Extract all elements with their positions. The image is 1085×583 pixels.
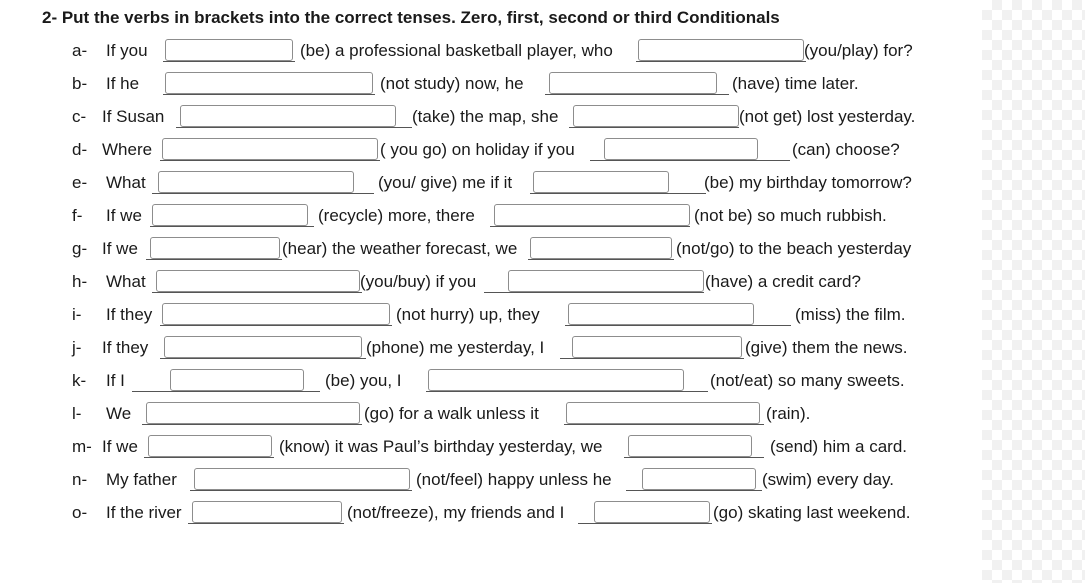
answer-field-1[interactable] [146,402,360,424]
answer-field-1[interactable] [170,369,304,391]
item-letter: h- [72,272,88,291]
sentence-text: If the river [106,503,182,522]
answer-field-1[interactable] [162,303,390,325]
exercise-item [0,435,982,461]
item-letter: f- [72,206,83,225]
exercise-item [0,171,982,197]
item-letter: g- [72,239,88,258]
sentence-text: (not/feel) happy unless he [416,470,612,489]
exercise-item [0,270,982,296]
answer-underline [624,457,764,458]
answer-field-2[interactable] [533,171,669,193]
answer-field-1[interactable] [156,270,360,292]
answer-underline [545,94,729,95]
answer-underline [528,259,674,260]
answer-field-1[interactable] [165,72,373,94]
answer-field-2[interactable] [530,237,672,259]
sentence-text: If we [106,206,142,225]
answer-field-2[interactable] [566,402,760,424]
answer-field-2[interactable] [572,336,742,358]
answer-underline [569,127,739,128]
answer-underline [160,325,392,326]
answer-field-1[interactable] [158,171,354,193]
exercise-item [0,105,982,131]
item-letter: e- [72,173,88,192]
sentence-text: (know) it was Paul’s birthday yesterday, we [279,437,603,456]
sentence-text: (give) them the news. [745,338,908,357]
answer-underline [626,490,762,491]
answer-underline [636,61,806,62]
item-letter: l- [72,404,82,423]
item-letter: i- [72,305,82,324]
answer-field-2[interactable] [428,369,684,391]
item-letter: n- [72,470,88,489]
item-letter: a- [72,41,88,60]
background-pattern [982,0,1085,583]
answer-underline [176,127,412,128]
answer-underline [188,523,344,524]
answer-underline [190,490,412,491]
answer-field-2[interactable] [494,204,690,226]
answer-field-1[interactable] [192,501,342,523]
sentence-text: We [106,404,132,423]
answer-field-1[interactable] [164,336,362,358]
exercise-item [0,369,982,395]
sentence-text: (take) the map, she [412,107,559,126]
sentence-text: (not get) lost yesterday. [739,107,916,126]
sentence-text: (you/play) for? [804,41,913,60]
sentence-text: (not hurry) up, they [396,305,540,324]
item-letter: j- [72,338,82,357]
sentence-text: (not/go) to the beach yesterday [676,239,912,258]
sentence-text: If they [102,338,149,357]
exercise-item [0,138,982,164]
sentence-text: If Susan [102,107,165,126]
sentence-text: My father [106,470,177,489]
answer-underline [144,457,274,458]
answer-underline [530,193,706,194]
sentence-text: Where [102,140,153,159]
answer-field-2[interactable] [594,501,710,523]
exercise-item [0,39,982,65]
exercise-item [0,501,982,527]
answer-field-2[interactable] [568,303,754,325]
sentence-text: (have) a credit card? [705,272,861,291]
exercise-item [0,237,982,263]
answer-underline [160,358,366,359]
sentence-text: (hear) the weather forecast, we [282,239,518,258]
sentence-text: (not be) so much rubbish. [694,206,887,225]
sentence-text: (send) him a card. [770,437,907,456]
sentence-text: If they [106,305,153,324]
item-letter: m- [72,437,92,456]
exercise-title: 2- Put the verbs in brackets into the correct tenses. Zero, first, second or third Conditionals [42,8,780,27]
sentence-text: (recycle) more, there [318,206,475,225]
answer-underline [163,61,295,62]
answer-field-2[interactable] [573,105,739,127]
answer-field-2[interactable] [604,138,758,160]
answer-field-2[interactable] [628,435,752,457]
answer-field-1[interactable] [194,468,410,490]
sentence-text: (not study) now, he [380,74,524,93]
sentence-text: If we [102,239,138,258]
answer-field-1[interactable] [180,105,396,127]
answer-field-1[interactable] [150,237,280,259]
answer-underline [490,226,690,227]
answer-field-1[interactable] [148,435,272,457]
answer-underline [564,424,764,425]
sentence-text: (be) a professional basketball player, who [300,41,613,60]
sentence-text: (rain). [766,404,811,423]
sentence-text: (swim) every day. [762,470,894,489]
item-letter: b- [72,74,88,93]
answer-underline [560,358,744,359]
sentence-text: (you/ give) me if it [378,173,513,192]
answer-underline [484,292,704,293]
sentence-text: What [106,272,146,291]
sentence-text: (be) you, I [325,371,402,390]
sentence-text: If we [102,437,138,456]
sentence-text: (you/buy) if you [360,272,477,291]
sentence-text: (phone) me yesterday, I [366,338,545,357]
exercise-item [0,303,982,329]
sentence-text: (have) time later. [732,74,859,93]
exercise-item [0,468,982,494]
answer-field-1[interactable] [152,204,308,226]
sentence-text: If he [106,74,140,93]
item-letter: o- [72,503,88,522]
answer-underline [150,226,314,227]
answer-underline [578,523,712,524]
answer-underline [426,391,708,392]
item-letter: c- [72,107,87,126]
sentence-text: (miss) the film. [795,305,906,324]
answer-underline [142,424,362,425]
answer-underline [152,193,374,194]
answer-underline [132,391,320,392]
answer-field-1[interactable] [162,138,378,160]
sentence-text: (not/freeze), my friends and I [347,503,565,522]
answer-underline [163,94,375,95]
sentence-text: ( you go) on holiday if you [380,140,575,159]
answer-underline [152,292,362,293]
sentence-text: (not/eat) so many sweets. [710,371,905,390]
answer-underline [590,160,790,161]
sentence-text: If you [106,41,148,60]
answer-underline [565,325,791,326]
sentence-text: (be) my birthday tomorrow? [704,173,912,192]
answer-underline [160,160,380,161]
item-letter: d- [72,140,88,159]
answer-field-2[interactable] [638,39,804,61]
sentence-text: What [106,173,146,192]
sentence-text: (go) for a walk unless it [364,404,539,423]
answer-underline [146,259,282,260]
answer-field-2[interactable] [549,72,717,94]
item-letter: k- [72,371,87,390]
exercise-item [0,336,982,362]
exercise-item [0,204,982,230]
answer-field-2[interactable] [508,270,704,292]
sentence-text: (go) skating last weekend. [713,503,911,522]
exercise-item [0,402,982,428]
sentence-text: If I [106,371,125,390]
exercise-item [0,72,982,98]
sentence-text: (can) choose? [792,140,900,159]
answer-field-1[interactable] [165,39,293,61]
answer-field-2[interactable] [642,468,756,490]
